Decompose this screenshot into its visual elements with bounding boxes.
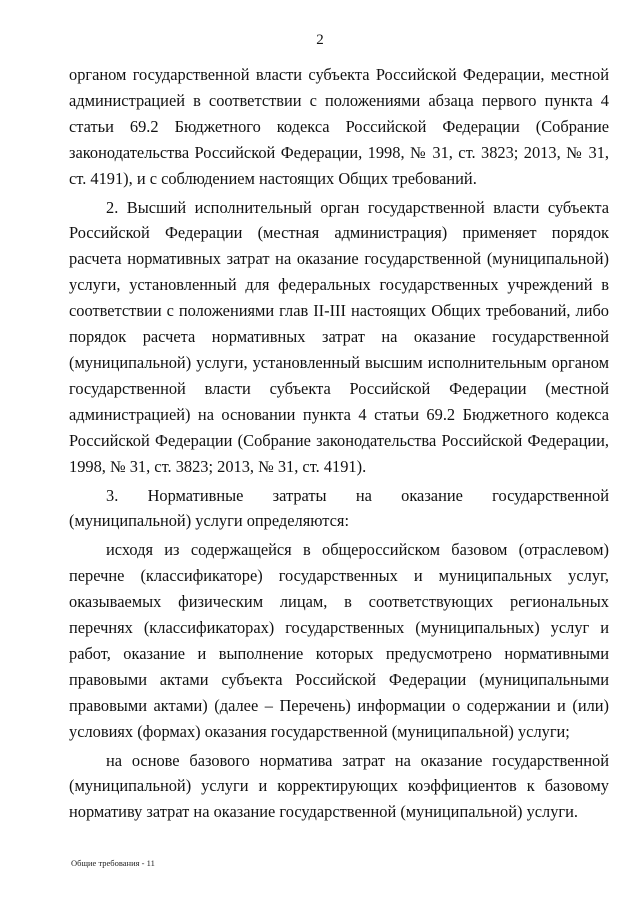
paragraph-subitem-1: исходя из содержащейся в общероссийском базовом (отраслевом) перечне (классификаторе) государственных и муниципальных услуг, оказываемых физическим лицам, в соответствующих региональных перечнях (классификаторах) государственных (муниципальных) услуг и работ, оказание и выполнение которых предусмотрено нормативными правовыми актами субъекта Российской Федерации (муниципальными правовыми актами) (далее – Перечень) информации о содержании и (или) условиях (формах) оказания государственной (муниципальной) услуги; [69,540,609,741]
paragraph-subitem-2: на основе базового норматива затрат на оказание государственной (муниципальной) услуги и корректирующих коэффициентов к базовому нормативу затрат на оказание государственной (муниципальной) услуги. [69,750,609,822]
paragraph-item-3: 3. Нормативные затраты на оказание государственной (муниципальной) услуги определяются: [69,485,609,531]
paragraph-item-2: 2. Высший исполнительный орган государственной власти субъекта Российской Федерации (местная администрация) применяет порядок расчета нормативных затрат на оказание государственной (муниципальной) услуги, установленный для федеральных государственных учреждений в соответствии с положениями глав II-III настоящих Общих требований, либо порядок расчета нормативных затрат на оказание государственной (муниципальной) услуги, установленный высшим исполнительным органом государственной власти субъекта Российской Федерации (местной администрацией) на основании пункта 4 статьи 69.2 Бюджетного кодекса Российской Федерации (Собрание законодательства Российской Федерации, 1998, № 31, ст. 3823; 2013, № 31, ст. 4191). [69,197,609,476]
document-body [69,62,609,825]
footer-note: Общие требования - 11 [71,858,155,868]
paragraph-continuation: органом государственной власти субъекта Российской Федерации, местной администрацией в соответствии с положениями абзаца первого пункта 4 статьи 69.2 Бюджетного кодекса Российской Федерации (Собрание законодательства Российской Федерации, 1998, № 31, ст. 3823; 2013, № 31, ст. 4191), и с соблюдением настоящих Общих требований. [69,65,609,188]
page-number: 2 [316,32,324,48]
